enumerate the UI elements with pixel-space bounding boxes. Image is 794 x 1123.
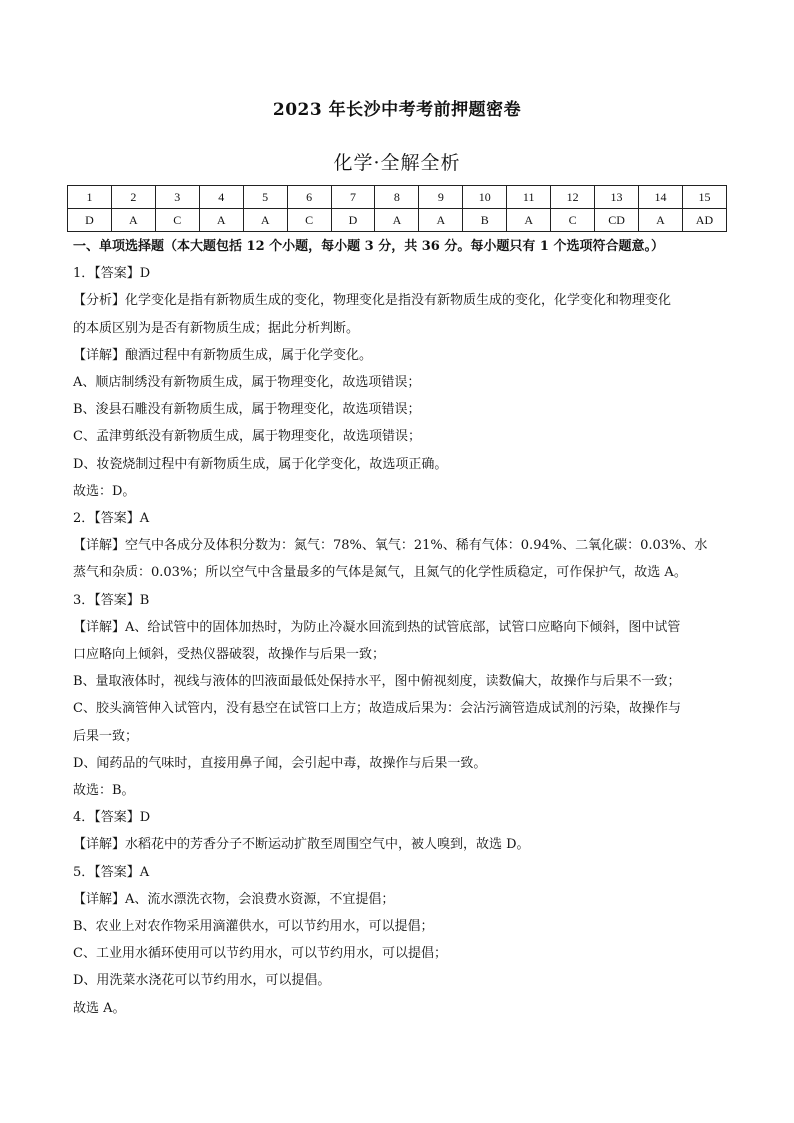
answer-cell: C	[551, 209, 595, 232]
q2-detail-line: 【详解】空气中各成分及体积分数为：氮气：78%、氧气：21%、稀有气体：0.94%、二氧化碳：0.03%、水	[73, 538, 708, 554]
q1-answer: 1．【答案】D	[73, 266, 151, 282]
q3-detail-line: 口应略向上倾斜，受热仪器破裂，故操作与后果一致；	[73, 647, 386, 663]
q1-option-d: D、妆瓷烧制过程中有新物质生成，属于化学变化，故选项正确。	[73, 456, 448, 472]
answer-cell: C	[287, 209, 331, 232]
answer-cell: A	[638, 209, 682, 232]
document-subtitle: 化学·全解全析	[333, 152, 461, 174]
q3-option-c-cont: 后果一致；	[73, 728, 139, 744]
document-title: 2023 年长沙中考考前押题密卷	[272, 100, 522, 120]
q4-detail: 【详解】水稻花中的芳香分子不断运动扩散至周围空气中，被人嗅到，故选 D。	[73, 837, 530, 853]
question-number-cell: 5	[243, 186, 287, 209]
q3-answer: 3．【答案】B	[73, 592, 150, 608]
q1-option-c: C、孟津剪纸没有新物质生成，属于物理变化，故选项错误；	[73, 429, 421, 445]
answer-cell: A	[199, 209, 243, 232]
question-number-cell: 6	[287, 186, 331, 209]
answer-cell: CD	[595, 209, 639, 232]
q5-choice: 故选 A。	[73, 1000, 126, 1016]
answer-key-table	[67, 185, 727, 232]
question-number-cell: 4	[199, 186, 243, 209]
q3-option-d: D、闻药品的气味时，直接用鼻子闻，会引起中毒，故操作与后果一致。	[73, 755, 487, 771]
answer-cell: D	[68, 209, 112, 232]
question-number-cell: 2	[111, 186, 155, 209]
question-number-cell: 9	[419, 186, 463, 209]
q2-answer: 2．【答案】A	[73, 511, 150, 527]
question-number-cell: 12	[551, 186, 595, 209]
answer-cell: A	[111, 209, 155, 232]
question-number-cell: 11	[507, 186, 551, 209]
q3-choice: 故选：B。	[73, 783, 135, 799]
q5-option-d: D、用洗菜水浇花可以节约用水，可以提倡。	[73, 973, 331, 989]
q1-detail: 【详解】酿酒过程中有新物质生成，属于化学变化。	[73, 347, 373, 363]
question-number-cell: 15	[682, 186, 726, 209]
question-number-cell: 1	[68, 186, 112, 209]
q1-choice: 故选：D。	[73, 483, 136, 499]
solutions-body	[73, 233, 733, 1022]
question-number-cell: 10	[463, 186, 507, 209]
q1-option-b: B、浚县石雕没有新物质生成，属于物理变化，故选项错误；	[73, 402, 421, 418]
q1-analysis-line: 【分析】化学变化是指有新物质生成的变化，物理变化是指没有新物质生成的变化，化学变化和物理变化	[73, 293, 672, 309]
question-number-cell: 14	[638, 186, 682, 209]
q3-option-b: B、量取液体时，视线与液体的凹液面最低处保持水平，图中俯视刻度，读数偏大，故操作与后果不一致；	[73, 674, 681, 690]
q1-analysis-line: 的本质区别为是否有新物质生成；据此分析判断。	[73, 320, 360, 336]
answer-cell: C	[155, 209, 199, 232]
q1-option-a: A、顺店制绣没有新物质生成，属于物理变化，故选项错误；	[73, 375, 421, 391]
answer-cell: B	[463, 209, 507, 232]
q3-detail-line: 【详解】A、给试管中的固体加热时，为防止冷凝水回流到热的试管底部，试管口应略向下倾斜，图中试管	[73, 619, 681, 635]
answer-cell: A	[507, 209, 551, 232]
section-heading: 一、单项选择题（本大题包括 12 个小题，每小题 3 分，共 36 分。每小题只有 1 个选项符合题意。）	[73, 239, 664, 254]
q4-answer: 4．【答案】D	[73, 810, 151, 826]
answer-row	[68, 209, 727, 232]
answer-cell: A	[419, 209, 463, 232]
question-number-cell: 8	[375, 186, 419, 209]
q5-option-c: C、工业用水循环使用可以节约用水，可以节约用水，可以提倡；	[73, 946, 447, 962]
answer-cell: A	[243, 209, 287, 232]
q3-option-c: C、胶头滴管伸入试管内，没有悬空在试管口上方；故造成后果为：会沾污滴管造成试剂的污染，故操作与	[73, 701, 681, 717]
answer-cell: A	[375, 209, 419, 232]
question-number-cell: 13	[595, 186, 639, 209]
q5-option-b: B、农业上对农作物采用滴灌供水，可以节约用水，可以提倡；	[73, 919, 434, 935]
question-number-row	[68, 186, 727, 209]
q2-detail-line: 蒸气和杂质：0.03%；所以空气中含量最多的气体是氮气，且氮气的化学性质稳定，可作保护气，故选 A。	[73, 565, 687, 581]
q5-answer: 5．【答案】A	[73, 864, 150, 880]
question-number-cell: 7	[331, 186, 375, 209]
answer-cell: D	[331, 209, 375, 232]
q5-detail: 【详解】A、流水漂洗衣物，会浪费水资源，不宜提倡；	[73, 891, 395, 907]
question-number-cell: 3	[155, 186, 199, 209]
answer-cell: AD	[682, 209, 726, 232]
